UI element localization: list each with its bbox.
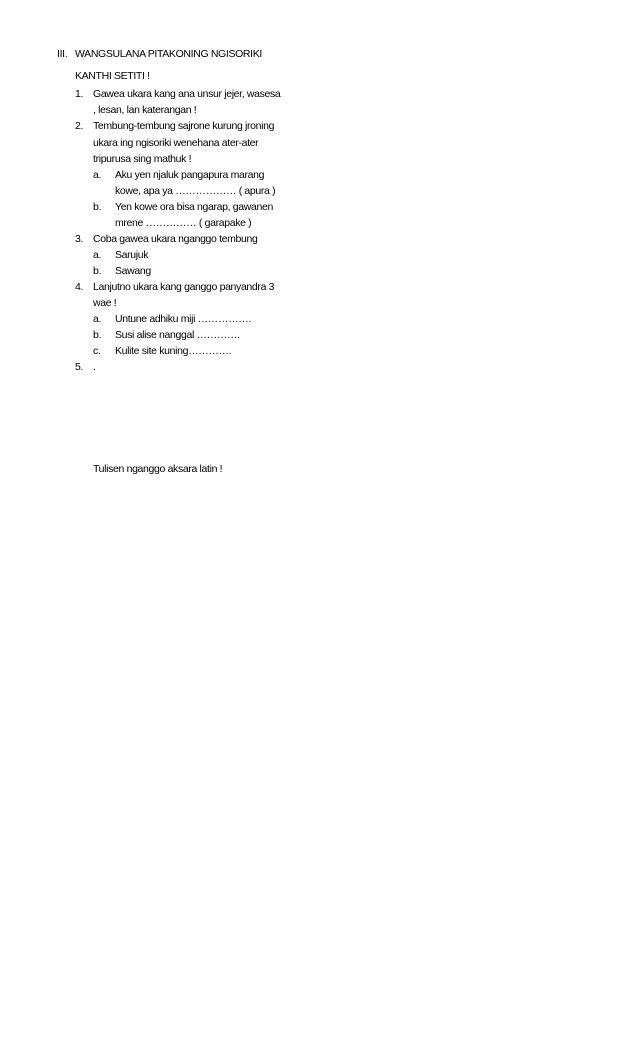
question-4a-text: Untune adhiku miji ……………. <box>115 313 251 325</box>
question-2b-line1: Yen kowe ora bisa ngarap, gawanen <box>115 201 273 213</box>
question-3-line1: Coba gawea ukara nganggo tembung <box>93 233 258 245</box>
question-4-line1: Lanjutno ukara kang ganggo panyandra 3 <box>93 281 275 293</box>
question-5-number: 5. <box>75 361 84 373</box>
question-2b-line2: mrene …………… ( garapake ) <box>115 217 252 229</box>
question-3b-text: Sawang <box>115 265 151 277</box>
question-2b-marker: b. <box>93 201 102 213</box>
question-2-number: 2. <box>75 120 84 132</box>
question-2a-marker: a. <box>93 169 102 181</box>
question-2a-line2: kowe, apa ya ……………… ( apura ) <box>115 185 276 197</box>
question-1-number: 1. <box>75 88 84 100</box>
question-4-line2: wae ! <box>93 297 117 309</box>
question-4-number: 4. <box>75 281 84 293</box>
question-4c-marker: c. <box>93 345 101 357</box>
question-3a-marker: a. <box>93 249 102 261</box>
footer-instruction: Tulisen nganggo aksara latin ! <box>93 463 223 475</box>
question-4c-text: Kulite site kuning…………. <box>115 345 232 357</box>
question-3-number: 3. <box>75 233 84 245</box>
question-3b-marker: b. <box>93 265 102 277</box>
question-3a-text: Sarujuk <box>115 249 149 261</box>
question-5-text: . <box>93 361 96 373</box>
section-heading-line2: KANTHI SETITI ! <box>75 70 150 82</box>
question-2-line2: ukara ing ngisoriki wenehana ater-ater <box>93 137 259 149</box>
question-2-line3: tripurusa sing mathuk ! <box>93 153 192 165</box>
question-1-line1: Gawea ukara kang ana unsur jejer, wasesa <box>93 88 281 100</box>
question-4b-text: Susi alise nanggal …………. <box>115 329 240 341</box>
question-4a-marker: a. <box>93 313 102 325</box>
question-4b-marker: b. <box>93 329 102 341</box>
section-number: III. <box>57 48 68 60</box>
section-heading-line1: WANGSULANA PITAKONING NGISORIKI <box>75 48 262 60</box>
question-2-line1: Tembung-tembung sajrone kurung jroning <box>93 120 275 132</box>
question-1-line2: , lesan, lan katerangan ! <box>93 104 197 116</box>
question-2a-line1: Aku yen njaluk pangapura marang <box>115 169 265 181</box>
